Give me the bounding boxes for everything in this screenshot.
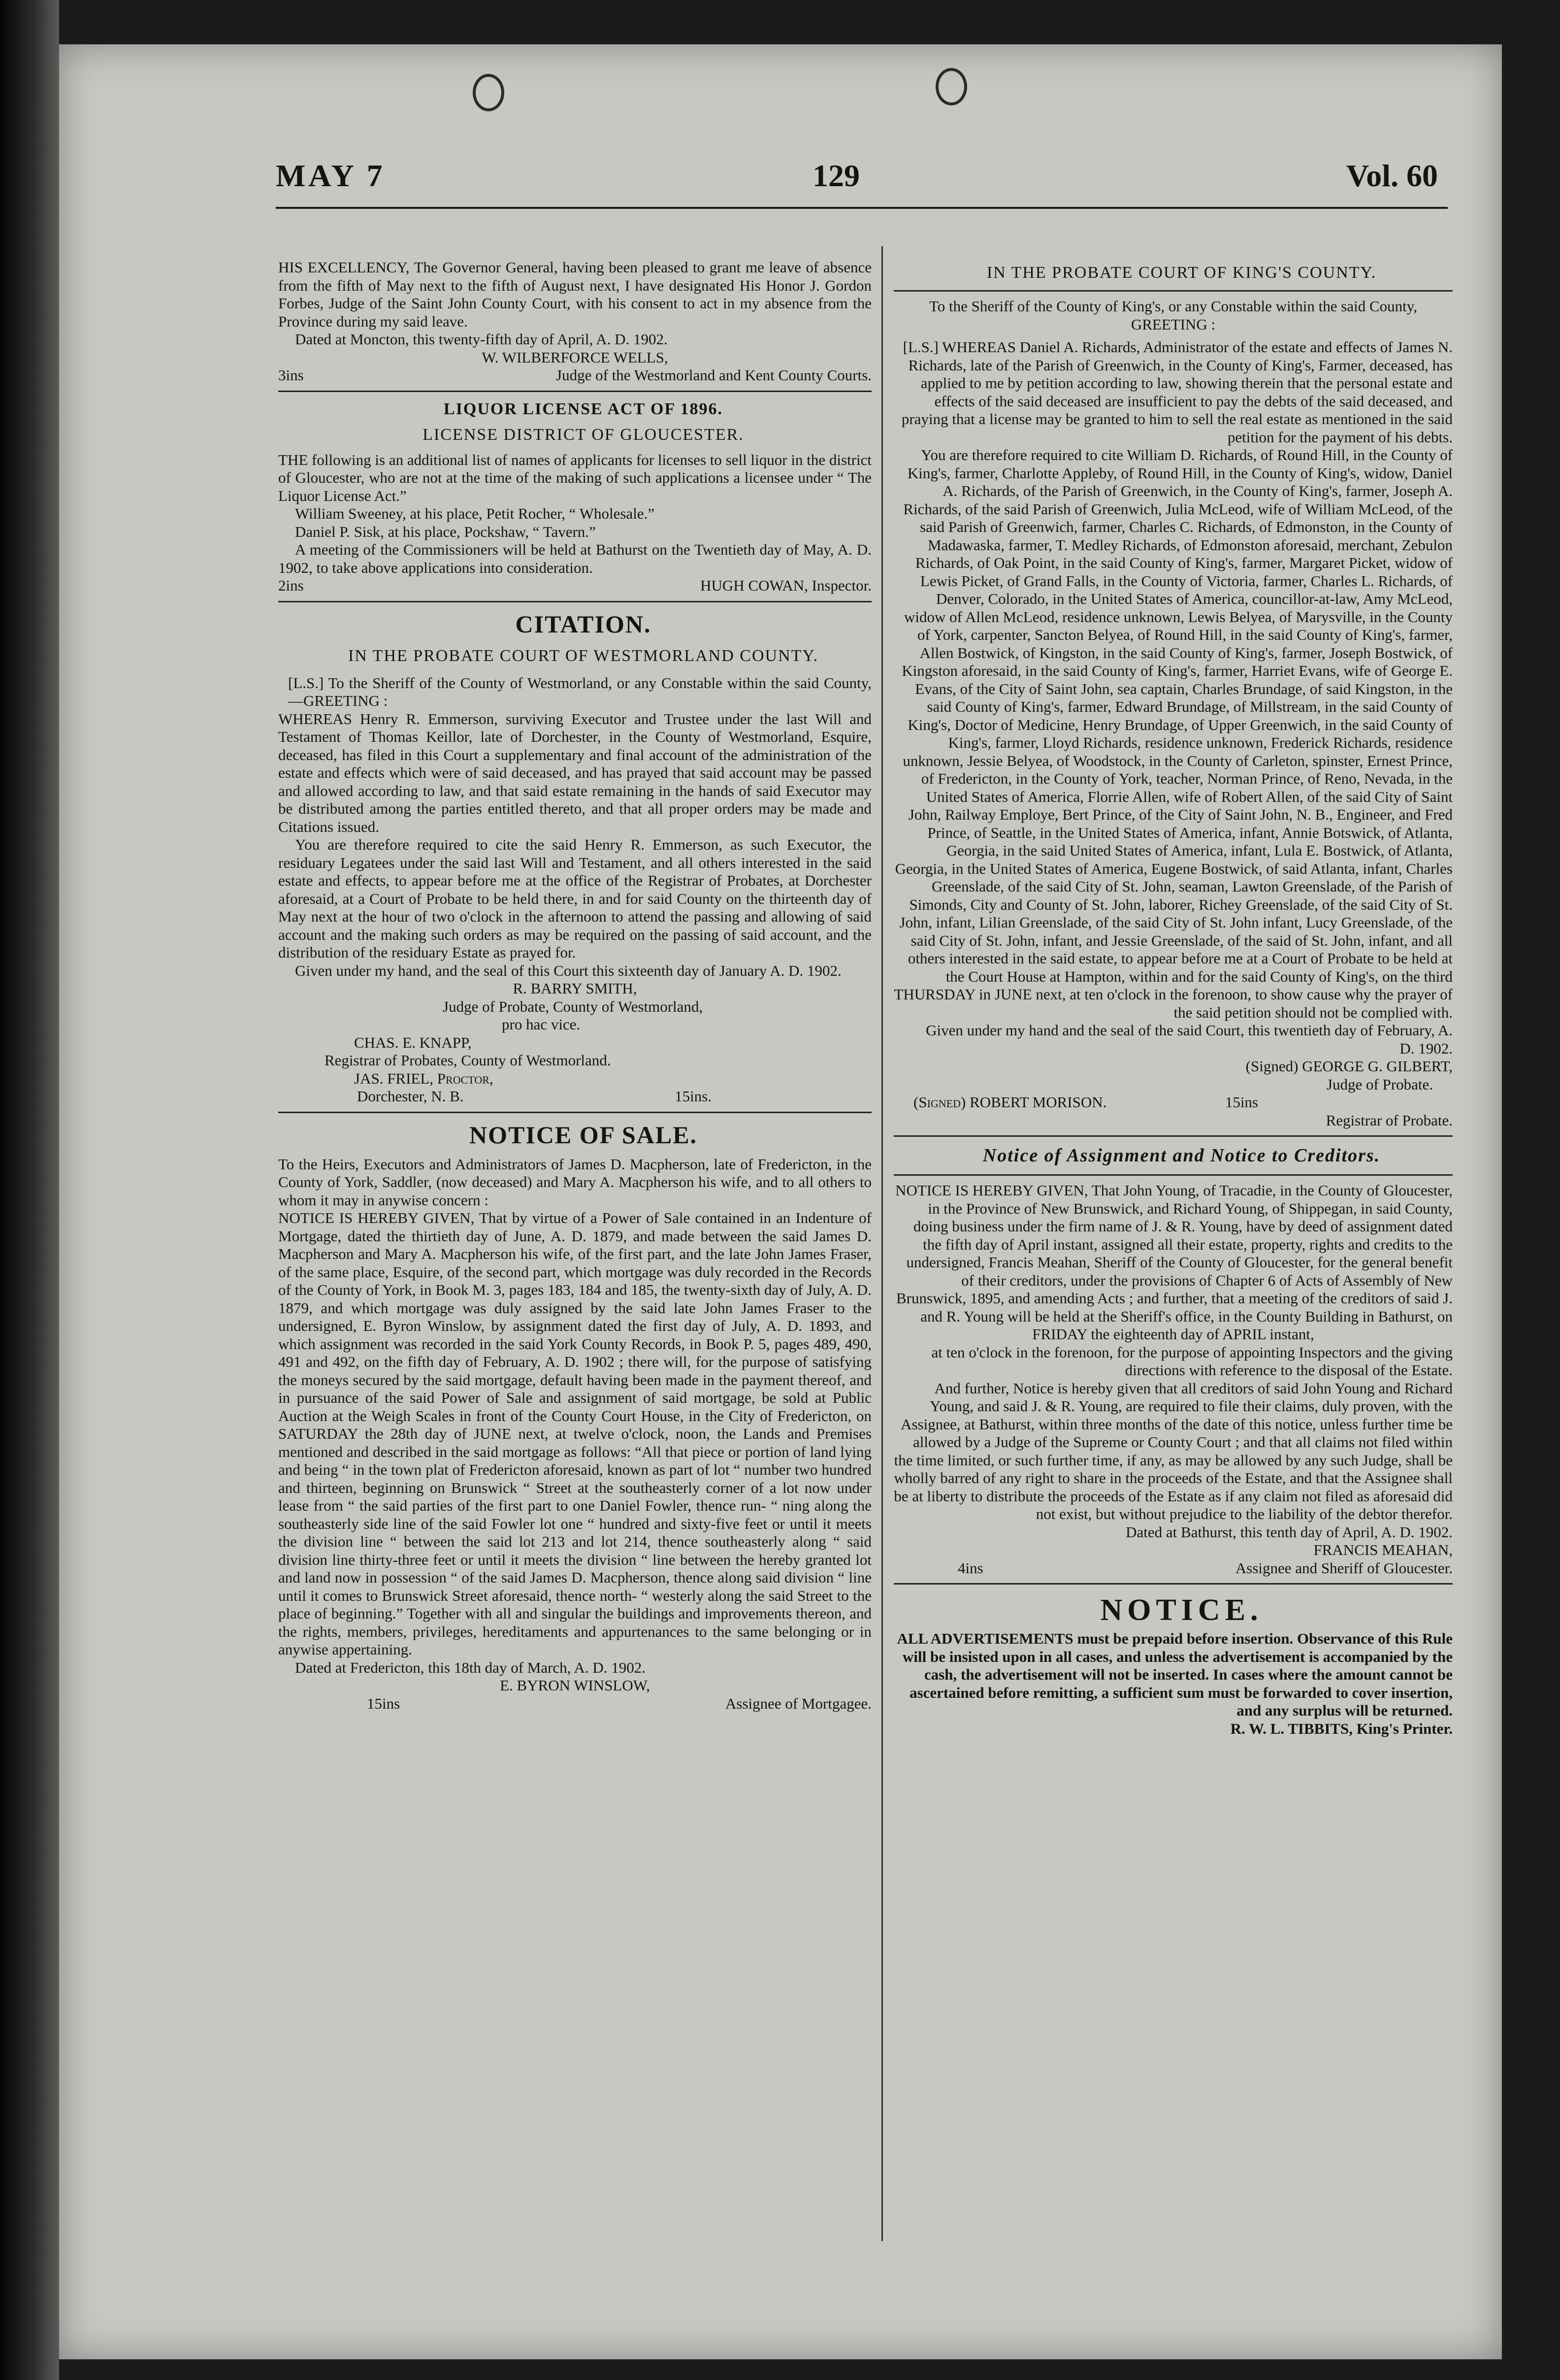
liquor-subtitle: LICENSE DISTRICT OF GLOUCESTER. [422,425,744,444]
judge-name: R. BARRY SMITH, [513,980,637,997]
citation-whereas: WHEREAS Henry R. Emmerson, surviving Executor and Trustee under the last Will and Testament of Thomas Keillor, late of Dorchester, in the County of Westmorland, Esquire, deceased, has filed in this Court a supplementary and final account of the administration of the estate and effects which were of said deceased, and has prayed that said account may be passed and allowed according to law, and that said estate remaining in the hands of said Executor may be distributed among the parties entitled thereto, and that all proper orders may be made and Citations issued. [278,710,872,835]
probate-given: Given under my hand and the seal of the said Court, this twentieth day of February, A. D. 1902. [926,1022,1453,1057]
liquor-applicant: Daniel P. Sisk, at his place, Pockshaw, “ Tavern.” [295,523,596,540]
section-rule [894,1135,1453,1137]
punch-hole [473,74,504,111]
advertisement-notice [894,1590,1453,1738]
assignee-title: Assignee and Sheriff of Gloucester. [1235,1559,1453,1577]
signer-title: Judge of the Westmorland and Kent County Courts. [556,366,872,384]
section-rule [894,290,1453,292]
probate-whereas: [L.S.] WHEREAS Daniel A. Richards, Administrator of the estate and effects of James N. Richards, late of the Parish of Greenwich, in the County of King's, Farmer, deceased, has applied to me by petition according to law, showing therein that the personal estate and effects of the said deceased are insufficient to pay the debts of the said deceased, and praying that a license may be granted to him to sell the real estate as mentioned in the said petition for the payment of his debts. [901,338,1453,446]
kings-printer: R. W. L. TIBBITS, King's Printer. [1230,1719,1453,1737]
registrar-name: CHAS. E. KNAPP, [354,1033,472,1051]
sale-title: NOTICE OF SALE. [469,1121,697,1149]
registrar-row [894,1093,1258,1112]
probate-signed: (Signed) GEORGE G. GILBERT, [1245,1058,1453,1075]
sale-signer-title: Assignee of Mortgagee. [725,1694,872,1712]
inspector-row [278,577,872,595]
insertion-count: 2ins [278,577,304,594]
probate-judge-title: Judge of Probate. [1326,1075,1433,1093]
column-divider [881,246,883,2241]
proctor-place: Dorchester, N. B. [357,1088,464,1105]
registrar-signed: (Signed) ROBERT MORISON. [913,1093,1107,1111]
judge-title: Judge of Probate, County of Westmorland, [443,997,703,1015]
assignee-row [894,1559,1453,1578]
proctor-name: JAS. FRIEL, Proctor, [354,1069,493,1087]
probate-required: You are therefore required to cite William D. Richards, of Round Hill, in the County of King's, farmer, Charlotte Appleby, of Round Hill, in the County of King's, widow, Daniel A. Richards, of the Parish of Greenwich, in the County of King's, farmer, Joseph A. Richards, of the said Parish of Greenwich, Julia McLeod, wife of William McLeod, of the said Parish of Greenwich, farmer, Charles C. Richards, of Edmonston, in the County of Madawaska, farmer, T. Medley Richards, of Edmonston aforesaid, merchant, Zebulon Richards, of Oak Point, in the said County of King's, farmer, Margaret Picket, widow of Lewis Picket, of Grand Falls, in the County of Victoria, farmer, Charles L. Richards, of Denver, Colorado, in the United States of America, councillor-at-law, Amy McLeod, widow of Allen McLeod, residence unknown, Lewis Belyea, of Marysville, in the County of York, carpenter, Sancton Belyea, of Round Hill, in the said County of King's, farmer, Allen Bostwick, of Kingston, in the said County of King's, farmer, Joseph Bostwick, of Kingston aforesaid, in the said County of King's, farmer, Harriet Evans, wife of George E. Evans, of the City of Saint John, sea captain, Charles Brundage, of said Kingston, in the said County of King's, farmer, Edward Brundage, of Millstream, in the said County of King's, Doctor of Medicine, Henry Brundage, of Upper Greenwich, in the said County of King's, farmer, Lloyd Richards, residence unknown, Frederick Richards, residence unknown, Jessie Belyea, of Woodstock, in the County of Carleton, spinster, Ernest Prince, of Fredericton, in the County of York, teacher, Norman Prince, of Reno, Nevada, in the United States of America, Florrie Allen, wife of Robert Allen, of the said City of Saint John, Railway Employe, Bert Prince, of the City of Saint John, N. B., Engineer, and Fred Prince, of Seattle, in the United States of America, infant, Annie Botswick, of Atlanta, Georgia, in the said United States of America, infant, Lula E. Bostwick, of Atlanta, Georgia, in the United States of America, Eugene Bostwick, of said Atlanta, infant, Charles Greenslade, of the said City of St. John, seaman, Lawton Greenslade, of the Parish of Simonds, City and County of St. John, laborer, Richey Greenslade, of the said City of St. John, infant, Lilian Greenslade, of the said City of St. John infant, Lucy Greenslade, of the said City of St. John, infant, and Jessie Greenslade, of the said of St. John, infant, and all others interested in the said estate, to appear before me at a Court of Probate to be held at the Court House at Hampton, within and for the said County of King's, on the third THURSDAY in JUNE next, at ten o'clock in the forenoon, to show cause why the prayer of the said petition should not be complied with. [894,446,1453,1021]
insertion-count: 15ins. [675,1088,712,1105]
citation-court: IN THE PROBATE COURT OF WESTMORLAND COUNTY. [348,646,819,665]
liquor-license-notice [278,398,872,595]
citation-notice [278,608,872,1106]
notice-title: NOTICE. [1100,1593,1263,1627]
liquor-body: THE following is an additional list of names of applicants for licenses to sell liquor in the district of Gloucester, who are not at the time of the making of such applications a licensee under “ The Liquor License Act.” [278,451,872,504]
proctor-row [278,1088,712,1106]
citation-address: [L.S.] To the Sheriff of the County of Westmorland, or any Constable within the said County,—GREETING : [288,674,872,709]
liquor-meeting: A meeting of the Commissioners will be held at Bathurst on the Twentieth day of May, A. D. 1902, to take above applications into consideration. [278,541,872,576]
assignment-dated: Dated at Bathurst, this tenth day of April, A. D. 1902. [1126,1523,1453,1541]
section-rule [278,601,872,602]
sale-dated: Dated at Fredericton, this 18th day of March, A. D. 1902. [295,1658,646,1676]
left-column [278,259,872,1713]
assignee-name: FRANCIS MEAHAN, [1313,1541,1453,1558]
section-rule [278,391,872,392]
page-number: 129 [812,158,860,193]
section-rule [894,1174,1453,1176]
probate-title: IN THE PROBATE COURT OF KING'S COUNTY. [986,264,1377,282]
notice-body: ALL ADVERTISEMENTS must be prepaid before insertion. Observance of this Rule will be insisted upon in all cases, and unless the advertisement is accompanied by the cash, the advertisement will not be inserted. In cases where the amount cannot be ascertained before remitting, a sufficient sum must be forwarded to cover insertion, and any surplus will be returned. [897,1630,1453,1719]
registrar-title: Registrar of Probates, County of Westmorland. [325,1052,611,1069]
notice-of-sale [278,1119,872,1713]
signer-row [278,366,872,385]
leave-of-absence-notice [278,259,872,385]
pro-hac-vice: pro hac vice. [502,1016,581,1033]
punch-hole [936,68,967,105]
citation-title: CITATION. [515,610,651,638]
sale-body: NOTICE IS HEREBY GIVEN, That by virtue of a Power of Sale contained in an Indenture of Mortgage, dated the thirtieth day of June, A. D. 1879, and made between the said James D. Macpherson and Mary A. Macpherson his wife, of the first part, and the late John James Fraser, of the same place, Esquire, of the second part, which mortgage was duly recorded in the Records of the County of York, in Book M. 3, pages 183, 184 and 185, the twenty-sixth day of July, A. D. 1879, and which mortgage was duly assigned by the said late John James Fraser to the undersigned, E. Byron Winslow, by assignment dated the first day of July, A. D. 1893, and which assignment was recorded in the said York County Records, in Book P. 5, pages 489, 490, 491 and 492, on the fifth day of February, A. D. 1902 ; there will, for the purpose of satisfying the moneys secured by the said mortgage, default having been made in the payment thereof, and in pursuance of the said Power of Sale and assignment of said mortgage, be sold at Public Auction at the Weigh Scales in front of the County Court House, in the City of Fredericton, on SATURDAY the 28th day of JUNE next, at twelve o'clock, noon, the Lands and Premises mentioned and described in the said mortgage as follows: “All that piece or portion of land lying and being “ in the town plat of Fredericton aforesaid, known as part of lot “ number two hundred and thirteen, beginning on Brunswick “ Street at the southeasterly corner of a lot now under lease from “ the said parties of the first part to one Daniel Fowler, thence run- “ ning along the southeasterly side line of the said Fowler lot one “ hundred and sixty-five feet or until it meets the division line “ between the said lot 213 and lot 214, thence southeasterly along “ said division line thirty-three feet or until it meets the division “ line between the hereby granted lot and land now in possession “ of the said James D. Macpherson, thence along said division “ line until it comes to Brunswick Street aforesaid, thence north- “ westerly along the said Street to the place of beginning.” Together with all and singular the buildings and improvements thereon, and the rights, members, privileges, hereditaments and appurtenances to the same belonging or in anywise appertaining. [278,1209,872,1658]
insertion-count: 15ins [367,1694,400,1712]
assignment-friday: FRIDAY the eighteenth day of APRIL instant, [1032,1325,1314,1343]
citation-given: Given under my hand, and the seal of this Court this sixteenth day of January A. D. 1902. [295,961,842,979]
header-date: MAY 7 [276,158,386,193]
right-column [894,259,1453,1738]
inspector-name: HUGH COWAN, Inspector. [700,577,872,594]
citation-required: You are therefore required to cite the said Henry R. Emmerson, as such Executor, the residuary Legatees under the said last Will and Testament, and all others interested in the said estate and effects, to appear before me at the office of the Registrar of Probates, at Dorchester aforesaid, at a Court of Probate to be held there, in and for said County on the thirteenth day of May next at the hour of two o'clock in the afternoon to attend the passing and allowing of said account and the making such orders as may be required on the passing of said account, and the distribution of the residuary Estate as prayed for. [278,836,872,961]
registrar-title: Registrar of Probate. [1326,1111,1453,1129]
liquor-title: LIQUOR LICENSE ACT OF 1896. [444,399,723,418]
insertion-count: 4ins [958,1559,983,1577]
assignment-body: And further, Notice is hereby given that all creditors of said John Young and Richard Young, and said J. & R. Young, are required to file their claims, duly proven, with the Assignee, at Bathurst, within three months of the date of this notice, unless further time be allowed by a Judge of the Supreme or County Court ; and that all claims not filed within the time limited, or such further time, if any, as may be allowed by any such Judge, shall be wholly barred of any right to share in the proceeds of the Estate, and that the Assignee shall be at liberty to distribute the proceeds of the Estate as if any claim not filed as aforesaid did not exist, but without prejudice to the liability of the debtor therefor. [894,1379,1453,1522]
insertion-count: 15ins [1225,1093,1258,1111]
section-rule [278,1112,872,1113]
notice-body: HIS EXCELLENCY, The Governor General, having been pleased to grant me leave of absence from the fifth of May next to the fifth of August next, I have designated His Honor J. Gordon Forbes, Judge of the Saint John County Court, with his consent to act in my absence from the Province during my said leave. [278,259,872,330]
sale-signer-row [278,1695,872,1713]
signer-name: W. WILBERFORCE WELLS, [482,348,668,366]
liquor-applicant: William Sweeney, at his place, Petit Rocher, “ Wholesale.” [295,505,655,522]
assignment-title: Notice of Assignment and Notice to Creditors. [982,1145,1381,1166]
sale-to: To the Heirs, Executors and Administrators of James D. Macpherson, late of Fredericton, in the County of York, Saddler, (now deceased) and Mary A. Macpherson his wife, and to all others to whom it may in anywise concern : [278,1155,872,1209]
assignment-notice [894,1143,1453,1577]
section-rule [894,1583,1453,1585]
binding-spine [0,0,59,2380]
assignment-body: at ten o'clock in the forenoon, for the purpose of appointing Inspectors and the giving directions with reference to the disposal of the Estate. [931,1343,1453,1379]
volume-label: Vol. 60 [1346,158,1438,193]
header-rule [276,207,1448,209]
insertion-count: 3ins [278,366,304,384]
notice-dated: Dated at Moncton, this twenty-fifth day of April, A. D. 1902. [295,331,668,348]
page-header [276,158,1438,222]
assignment-body: NOTICE IS HEREBY GIVEN, That John Young, of Tracadie, in the County of Gloucester, in the Province of New Brunswick, and Richard Young, of Shippegan, in said County, doing business under the firm name of J. & R. Young, have by deed of assignment dated the fifth day of April instant, assigned all their estate, property, rights and credits to the undersigned, Francis Meahan, Sheriff of the County of Gloucester, for the general benefit of their creditors, under the provisions of Chapter 6 of Acts of Assembly of New Brunswick, 1895, and amending Acts ; and further, that a meeting of the creditors of said J. and R. Young will be held at the Sheriff's office, in the County Building in Bathurst, on [895,1182,1453,1325]
probate-address: To the Sheriff of the County of King's, or any Constable within the said County, GREETING : [929,298,1417,333]
kings-county-probate [894,262,1453,1129]
sale-signer: E. BYRON WINSLOW, [500,1677,650,1694]
